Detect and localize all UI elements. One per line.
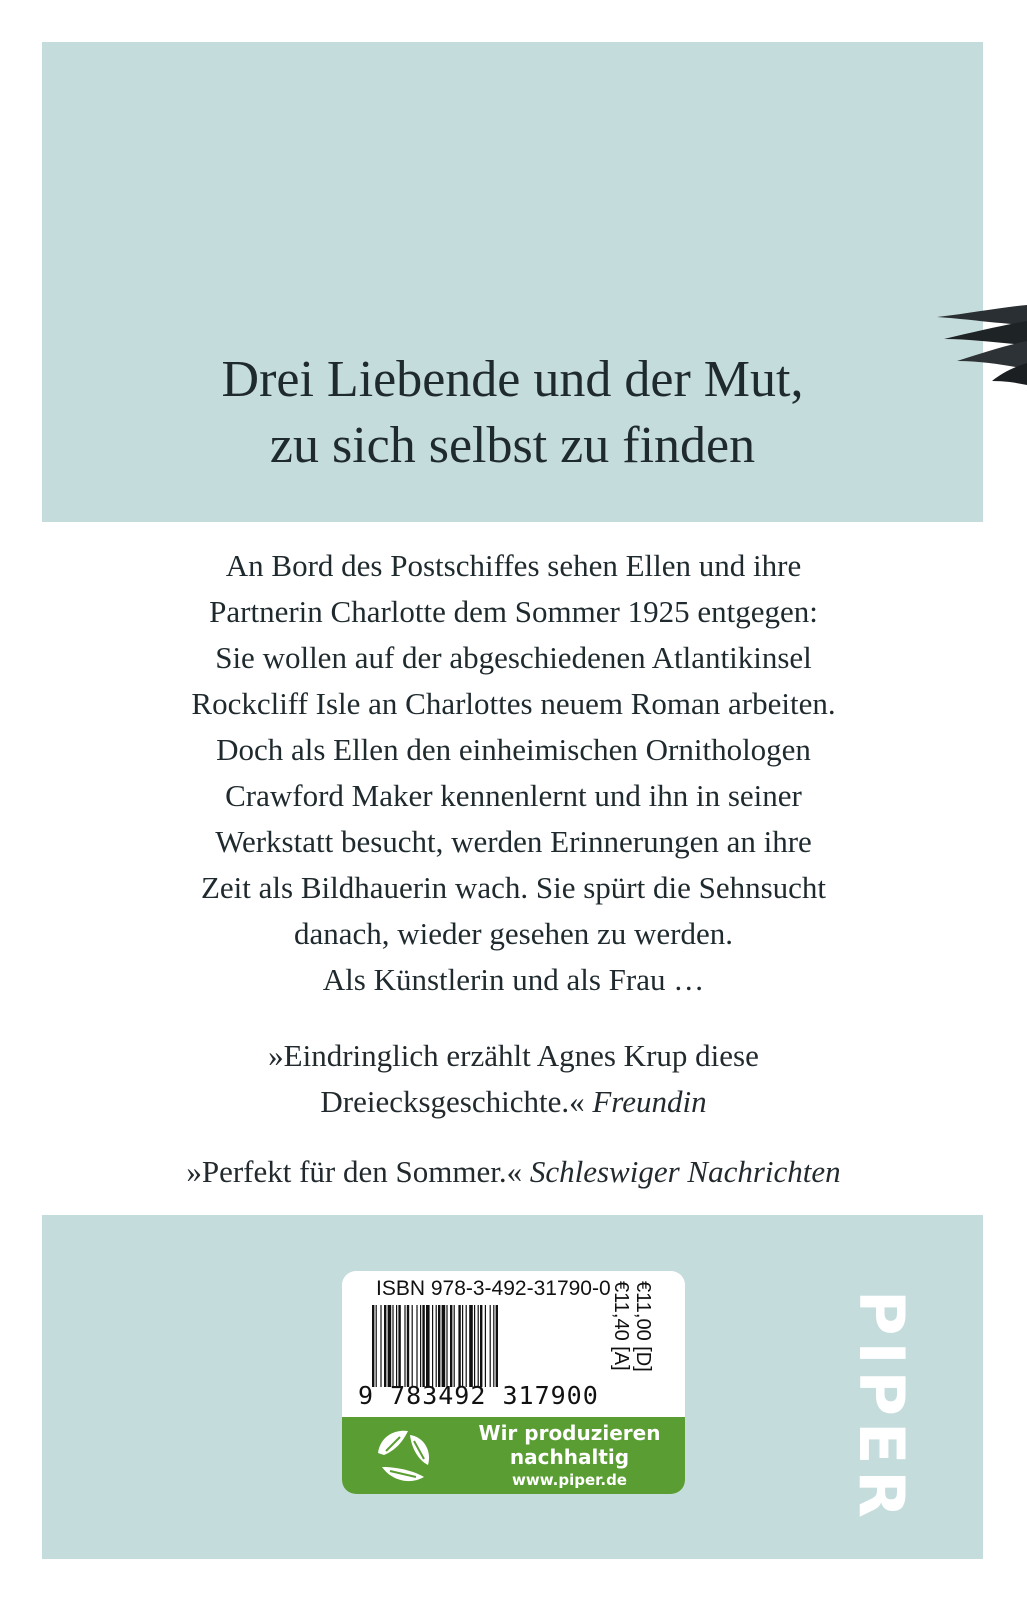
- barcode-bar: [450, 1305, 452, 1387]
- barcode-bar: [462, 1305, 463, 1387]
- quote-line: Dreiecksgeschichte.«: [320, 1084, 585, 1119]
- barcode-bar: [388, 1305, 392, 1387]
- blurb-line: Doch als Ellen den einheimischen Ornithologen: [216, 732, 811, 767]
- isbn-number: ISBN 978-3-492-31790-0: [376, 1277, 611, 1300]
- quote-text: »Perfekt für den Sommer.«: [186, 1154, 523, 1189]
- headline: [42, 347, 983, 479]
- blurb-line: Zeit als Bildhauerin wach. Sie spürt die Sehnsucht: [200, 870, 827, 905]
- barcode-bar: [436, 1305, 437, 1387]
- barcode-bar: [466, 1305, 467, 1387]
- blurb-line: Partnerin Charlotte dem Sommer 1925 entgegen:: [209, 594, 818, 629]
- recycling-leaves-icon: [370, 1425, 442, 1487]
- sustainability-badge: [342, 1417, 685, 1494]
- barcode-bar: [474, 1305, 475, 1387]
- barcode-bar: [432, 1305, 433, 1387]
- barcode-bar: [392, 1305, 393, 1387]
- quote-line: »Eindringlich erzählt Agnes Krup diese: [268, 1038, 759, 1073]
- barcode-bar: [380, 1305, 381, 1387]
- press-quote-freundin: [60, 1033, 967, 1125]
- barcode-bar: [458, 1305, 460, 1387]
- barcode-bar: [420, 1305, 421, 1387]
- barcode-bar: [422, 1305, 424, 1387]
- quote-source: Schleswiger Nachrichten: [529, 1154, 841, 1189]
- barcode-bar: [407, 1305, 409, 1387]
- blurb-line: Werkstatt besucht, werden Erinnerungen an ihre: [215, 824, 812, 859]
- price-column: [608, 1281, 678, 1391]
- blurb-line: Sie wollen auf der abgeschiedenen Atlantikinsel: [215, 640, 812, 675]
- press-quote-schleswiger: [60, 1149, 967, 1195]
- blurb-text: [60, 543, 967, 1003]
- barcode-bar: [426, 1305, 430, 1387]
- publisher-logo: PIPER: [845, 1290, 918, 1525]
- barcode-bar: [438, 1305, 440, 1387]
- barcode-bar: [446, 1305, 447, 1387]
- barcode-bar: [480, 1305, 482, 1387]
- barcode-label: [342, 1271, 685, 1494]
- blurb-line: danach, wieder gesehen zu werden.: [294, 916, 733, 951]
- headline-line-2: zu sich selbst zu finden: [269, 417, 756, 474]
- eco-line-1: Wir produzieren: [478, 1421, 661, 1445]
- barcode-bar: [396, 1305, 397, 1387]
- barcode-bar: [416, 1305, 417, 1387]
- barcode-bar: [493, 1305, 494, 1387]
- blurb-line: An Bord des Postschiffes sehen Ellen und ihre: [225, 548, 802, 583]
- quote-source: Freundin: [592, 1084, 707, 1119]
- price-germany: €11,00 [D]: [632, 1281, 654, 1372]
- barcode-bar: [485, 1305, 486, 1387]
- blurb-line: Crawford Maker kennenlernt und ihn in seiner: [225, 778, 802, 813]
- eco-url: www.piper.de: [512, 1471, 627, 1489]
- barcode-bar: [490, 1305, 491, 1387]
- eco-line-2: nachhaltig: [509, 1445, 630, 1469]
- barcode: [372, 1305, 610, 1387]
- ean-digits: 9 783492 317900: [358, 1381, 599, 1410]
- barcode-bar: [469, 1305, 473, 1387]
- barcode-bar: [496, 1305, 498, 1387]
- blurb-line: Als Künstlerin und als Frau …: [322, 962, 705, 997]
- blurb-line: Rockcliff Isle an Charlottes neuem Roman arbeiten.: [191, 686, 836, 721]
- barcode-bar: [398, 1305, 400, 1387]
- barcode-bar: [442, 1305, 446, 1387]
- barcode-bar: [478, 1305, 479, 1387]
- barcode-bar: [376, 1305, 377, 1387]
- barcode-bar: [384, 1305, 386, 1387]
- barcode-bar: [372, 1305, 374, 1387]
- barcode-bar: [412, 1305, 413, 1387]
- barcode-bar: [404, 1305, 405, 1387]
- price-austria: €11,40 [A]: [610, 1281, 632, 1371]
- barcode-bar: [454, 1305, 455, 1387]
- headline-line-1: Drei Liebende und der Mut,: [221, 351, 804, 408]
